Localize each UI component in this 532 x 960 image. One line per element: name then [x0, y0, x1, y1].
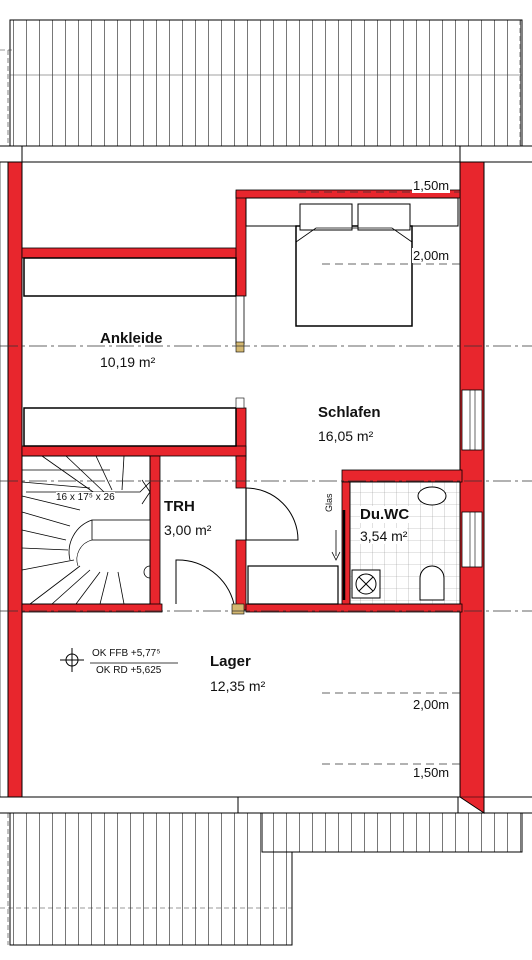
stair-label: 16 x 17⁵ x 26	[56, 492, 115, 503]
dimension-bottom-200: 2,00m	[413, 697, 450, 712]
room-name-ankleide: Ankleide	[100, 330, 163, 347]
dimension-top-200: 2,00m	[413, 248, 450, 263]
room-name-duwc: Du.WC	[360, 506, 410, 523]
level-marker-ffb: OK FFB +5,77⁵	[92, 648, 161, 659]
wardrobes	[24, 258, 244, 446]
room-area-duwc: 3,54 m²	[360, 528, 408, 544]
staircase	[22, 456, 150, 604]
room-name-lager: Lager	[210, 653, 251, 670]
roof-bottom	[0, 797, 532, 945]
room-area-schlafen: 16,05 m²	[318, 428, 374, 444]
glass-label: Glas	[324, 493, 334, 512]
dimension-bottom-150: 1,50m	[413, 765, 450, 780]
room-area-lager: 12,35 m²	[210, 678, 266, 694]
room-area-trh: 3,00 m²	[164, 522, 212, 538]
room-area-ankleide: 10,19 m²	[100, 354, 156, 370]
room-name-trh: TRH	[164, 498, 195, 515]
room-name-schlafen: Schlafen	[318, 404, 381, 421]
roof-top	[0, 20, 532, 162]
dimension-top-150: 1,50m	[413, 178, 450, 193]
level-marker-rd: OK RD +5,625	[96, 665, 162, 676]
